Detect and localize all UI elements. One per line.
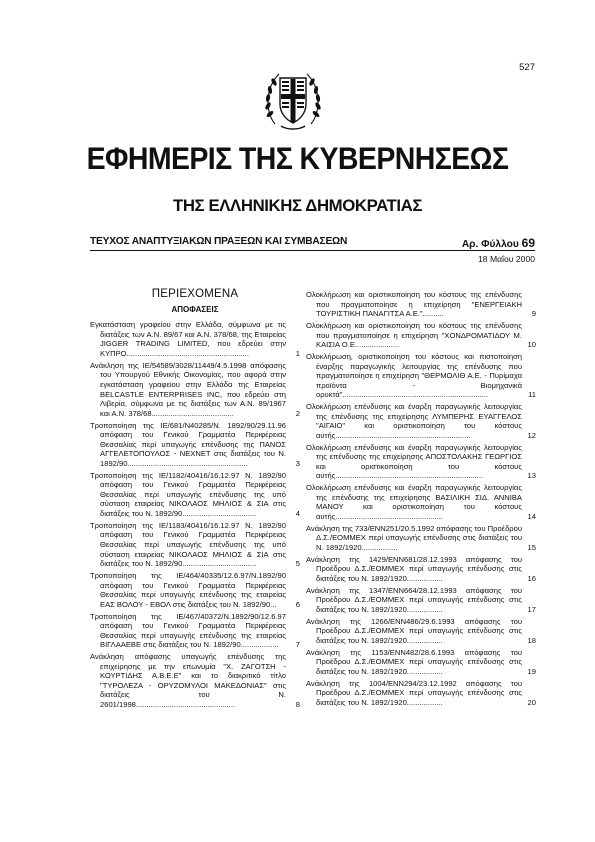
contents-entry-page: 19 bbox=[527, 666, 536, 676]
contents-entry bbox=[306, 443, 536, 481]
contents-entry-text: Ολοκλήρωση επένδυσης και έναρξη παραγωγικής λειτουργίας της επένδυσης της επιχείρησης ΑΠΟΣΤΟΛΑΚΗΣ ΓΕΩΡΓΙΟΣ και οριστικοποίηση του κόστους αυτής...................................................................... bbox=[306, 442, 522, 481]
contents-entry-text: Τροποποίηση της ΙΕ/1183/40416/16.12.97 Ν. 1892/90 απόφαση του Γενικού Γραμματέα Περιφέρειας Θεσσαλίας περί υπαγωγής επένδυσης της υπό σύσταση εταιρείας ΝΙΚΟΛΑΟΣ ΜΗΛΙΟΣ & ΣΙΑ στις διατάξεις του Ν. 1892/90................................... bbox=[90, 520, 286, 569]
issue-number-block bbox=[462, 236, 535, 250]
contents-entry bbox=[306, 586, 536, 615]
contents-entry-page: 2 bbox=[295, 408, 300, 418]
gazette-subtitle: ΤΗΣ ΕΛΛΗΝΙΚΗΣ ΔΗΜΟΚΡΑΤΙΑΣ bbox=[172, 196, 423, 215]
contents-entry-text: Ολοκλήρωση, οριστικοποίηση του κόστους και πιστοποίηση έναρξης παραγωγικής λειτουργίας της επένδυσης που πραγματοποίησε η επιχείρηση "ΘΕΡΜΟΛΙΘ Α.Ε. - Πυρίμαχα προϊόντα - Βιομηχανικά ορυκτά"..................................................................... bbox=[306, 351, 522, 400]
contents-entry-text: Ανάκληση της 1004/ΕΝΝ294/23.12.1992 απόφασης του Προέδρου Δ.Σ./ΕΟΜΜΕΧ περί υπαγωγής επένδυσης στις διατάξεις του Ν. 1892/1920................. bbox=[306, 678, 522, 707]
contents-entry bbox=[306, 290, 536, 319]
contents-entry-text: Τροποποίηση της ΙΕ/464/40335/12.6.97/Ν.1892/90 απόφαση του Γενικού Γραμματέα Περιφέρειας Θεσσαλίας περί υπαγωγής επένδυσης της εταιρείας ΕΑΣ ΒΟΛΟΥ - ΕΒΟΛ στις διατάξεις του Ν. 1892/90... bbox=[90, 570, 286, 609]
contents-entry-text: Εγκατάσταση γραφείου στην Ελλάδα, σύμφωνα με τις διατάξεις των Α.Ν. 89/67 και Α.Ν. 378/68, της Εταιρείας JIGGER TRADING LIMITED, που εδρεύει στην ΚΥΠΡΟ.......................................................... bbox=[90, 320, 286, 358]
issue-line bbox=[90, 236, 535, 251]
contents-entry bbox=[90, 471, 300, 519]
contents-entry-text: Ανάκληση της 1347/ΕΝΝ664/28.12.1993 απόφασης του Προέδρου Δ.Σ./ΕΟΜΜΕΧ περί υπαγωγής επένδυσης στις διατάξεις του Ν. 1892/1920................. bbox=[306, 585, 522, 614]
issue-label: Αρ. Φύλλου bbox=[461, 239, 519, 250]
contents-left-list bbox=[90, 320, 300, 709]
gazette-title: ΕΦΗΜΕΡΙΣ ΤΗΣ ΚΥΒΕΡΝΗΣΕΩΣ bbox=[86, 141, 509, 177]
contents-entry-page: 14 bbox=[527, 512, 536, 521]
contents-entry bbox=[90, 521, 300, 569]
contents-entry-text: Ολοκλήρωση επένδυσης και έναρξη παραγωγικής λειτουργίας της επένδυσης της επιχείρησης ΒΑΣΙΛΙΚΗ ΣΙΔ. ΑΝΝΙΒΑ ΜΑΝΟΥ και οριστικοποίηση του κόστους αυτής................................................... bbox=[306, 483, 522, 521]
contents-entry-page: 1 bbox=[295, 348, 300, 358]
contents-entry bbox=[306, 679, 536, 708]
contents-entry-page: 20 bbox=[527, 697, 536, 707]
contents-entry bbox=[90, 320, 300, 358]
contents-title: ΠΕΡΙΕΧΟΜΕΝΑ bbox=[151, 288, 239, 300]
contents-entry-text: Ολοκλήρωση και οριστικοποίηση του κόστους της επένδυσης που πραγματοποίησε η επιχείρηση "ΧΟΝΔΡΟΜΑΤΙΔΟΥ Μ. ΚΑΙΣΙΑ Ο.Ε..................... bbox=[306, 320, 522, 350]
contents-entry-page: 10 bbox=[527, 340, 536, 350]
decisions-section-title: ΑΠΟΦΑΣΕΙΣ bbox=[171, 304, 219, 314]
contents-entry bbox=[306, 402, 536, 440]
contents-entry-text: Ανάκληση της 1429/ΕΝΝ681/28.12.1993 απόφασης του Προέδρου Δ.Σ./ΕΟΜΜΕΧ περί υπαγωγής επένδυσης στις διατάξεις του Ν. 1892/1920................. bbox=[306, 554, 522, 583]
contents-entry-page: 3 bbox=[295, 458, 300, 468]
contents-entry-text: Ανάκληση απόφασης υπαγωγής επένδυσης της επιχείρησης με την επωνυμία "Χ. ΖΑΓΟΤΣΗ - ΚΟΥΡΤΙΔΗΣ Α.Β.Ε.Ε" και το διακριτικό τίτλο "ΤΥΡΟΛΕΖΑ - ΟΡΥΖΟΜΥΛΟΙ ΜΑΚΕΔΟΝΙΑΣ" στις διατάξεις του Ν. 2601/1998............................................... bbox=[90, 652, 286, 710]
contents-entry-text: Ολοκλήρωση επένδυσης και έναρξη παραγωγικής λειτουργίας της επένδυσης της επιχείρησης ΛΥΜΠΕΡΗΣ ΕΥΑΓΓΕΛΟΣ "ΑΙΓΑΙΟ" και οριστικοποίηση του κόστους αυτής................................................................ bbox=[306, 402, 522, 440]
contents-entry-page: 12 bbox=[527, 430, 536, 440]
contents-entry bbox=[306, 617, 536, 646]
contents-entry-page: 7 bbox=[295, 640, 300, 650]
issue-type: ΤΕΥΧΟΣ ΑΝΑΠΤΥΞΙΑΚΩΝ ΠΡΑΞΕΩΝ ΚΑΙ ΣΥΜΒΑΣΕΩΝ bbox=[90, 236, 348, 247]
contents-entry bbox=[306, 648, 536, 677]
contents-right-list bbox=[306, 290, 536, 707]
laurel-shield-icon bbox=[261, 64, 325, 134]
contents-entry-text: Τροποποίηση της ΙΕ/467/40372/Ν.1892/90/12.6.97 απόφαση του Γενικού Γραμματέα Περιφέρειας Θεσσαλίας περί υπαγωγής επένδυσης της εταιρείας ΒΙΓΛΑΑΕΒΕ στις διατάξεις του Ν. 1892/90.................. bbox=[90, 611, 286, 650]
contents-entry-page: 18 bbox=[527, 635, 536, 645]
contents-right-column bbox=[306, 290, 536, 710]
contents-entry-text: Ανάκληση της ΙΕ/54589/3028/11449/4.5.1998 απόφασης του Υπουργού Εθνικής Οικονομίας, που αφορά στην εγκατάσταση γραφείου στην Ελλάδα της Εταιρείας BELCASTLE ENTERPRISES INC, που εδρεύει στη Λιβερία, σύμφωνα με τις διατάξεις των Α.Ν. 89/1967 και Α.Ν. 378/68....................................... bbox=[90, 360, 286, 418]
contents-entry-text: Ανάκληση της 1153/ΕΝΝ482/28.6.1993 απόφασης του Προέδρου Δ.Σ./ΕΟΜΜΕΧ περί υπαγωγής επένδυσης στις διατάξεις του Ν. 1892/1920................. bbox=[306, 647, 522, 676]
contents-entry-text: Ανάκληση της 1266/ΕΝΝ486/29.6.1993 απόφασης του Προέδρου Δ.Σ./ΕΟΜΜΕΧ περί υπαγωγής επένδυσης στις διατάξεις του Ν. 1892/1920................. bbox=[306, 616, 522, 645]
contents-entry bbox=[90, 361, 300, 419]
contents-entry bbox=[90, 612, 300, 650]
contents-entry-page: 17 bbox=[527, 604, 536, 614]
contents-entry-text: Ανάκληση της 733/ΕΝΝ251/20.5.1992 απόφασης του Προέδρου Δ.Σ./ΕΟΜΜΕΧ περί υπαγωγής επένδυσης στις διατάξεις του Ν. 1892/1920................. bbox=[306, 523, 522, 552]
contents-entry bbox=[90, 571, 300, 609]
contents-entry bbox=[306, 483, 536, 521]
contents-entry-text: Τροποποίηση της ΙΕ/681/Ν40285/Ν. 1892/90/29.11.96 απόφαση του Γενικού Γραμματέα Περιφέρειας Θεσσαλίας περί υπαγωγής επένδυσης της ΠΑΝΟΣ ΑΓΓΕΛΕΤΟΠΟΥΛΟΣ - ΝΕΧΝΕΤ στις διατάξεις του Ν. 1892/90......................................................... bbox=[90, 420, 286, 468]
coat-of-arms-emblem bbox=[261, 64, 325, 134]
contents-entry-page: 5 bbox=[295, 559, 300, 569]
contents-entry bbox=[306, 352, 536, 400]
contents-entry bbox=[306, 524, 536, 553]
contents-entry-page: 6 bbox=[295, 599, 300, 609]
contents-entry-page: 9 bbox=[531, 309, 536, 319]
contents-entry-page: 13 bbox=[527, 471, 536, 481]
contents-entry bbox=[306, 321, 536, 350]
contents-entry-page: 8 bbox=[295, 700, 300, 710]
contents-entry bbox=[90, 421, 300, 469]
issue-date: 18 Μαΐου 2000 bbox=[478, 254, 535, 264]
contents-entry-page: 16 bbox=[527, 573, 536, 583]
contents-entry-page: 11 bbox=[528, 390, 536, 400]
contents-entry-text: Τροποποίηση της ΙΕ/1182/40416/16.12.97 Ν. 1892/90 απόφαση του Γενικού Γραμματέα Περιφέρειας Θεσσαλίας περί υπαγωγής επένδυσης της υπό σύσταση εταιρείας ΝΙΚΟΛΑΟΣ ΜΗΛΙΟΣ & ΣΙΑ στις διατάξεις του Ν. 1892/90................................... bbox=[90, 470, 286, 519]
contents-entry-text: Ολοκλήρωση και οριστικοποίηση του κόστους της επένδυσης που πραγματοποίησε η επιχείρηση "ΕΝΕΡΓΕΙΑΚΗ ΤΟΥΡΙΣΤΙΚΗ ΠΑΝΑΓΙΤΣΑ Α.Ε.".......... bbox=[306, 290, 522, 319]
issue-number: 69 bbox=[521, 236, 535, 250]
contents-left-column bbox=[90, 290, 300, 712]
contents-entry bbox=[306, 555, 536, 584]
contents-entry-page: 15 bbox=[527, 542, 536, 552]
contents-entry bbox=[90, 652, 300, 710]
page-number: 527 bbox=[519, 62, 535, 73]
contents-entry-page: 4 bbox=[295, 509, 300, 519]
